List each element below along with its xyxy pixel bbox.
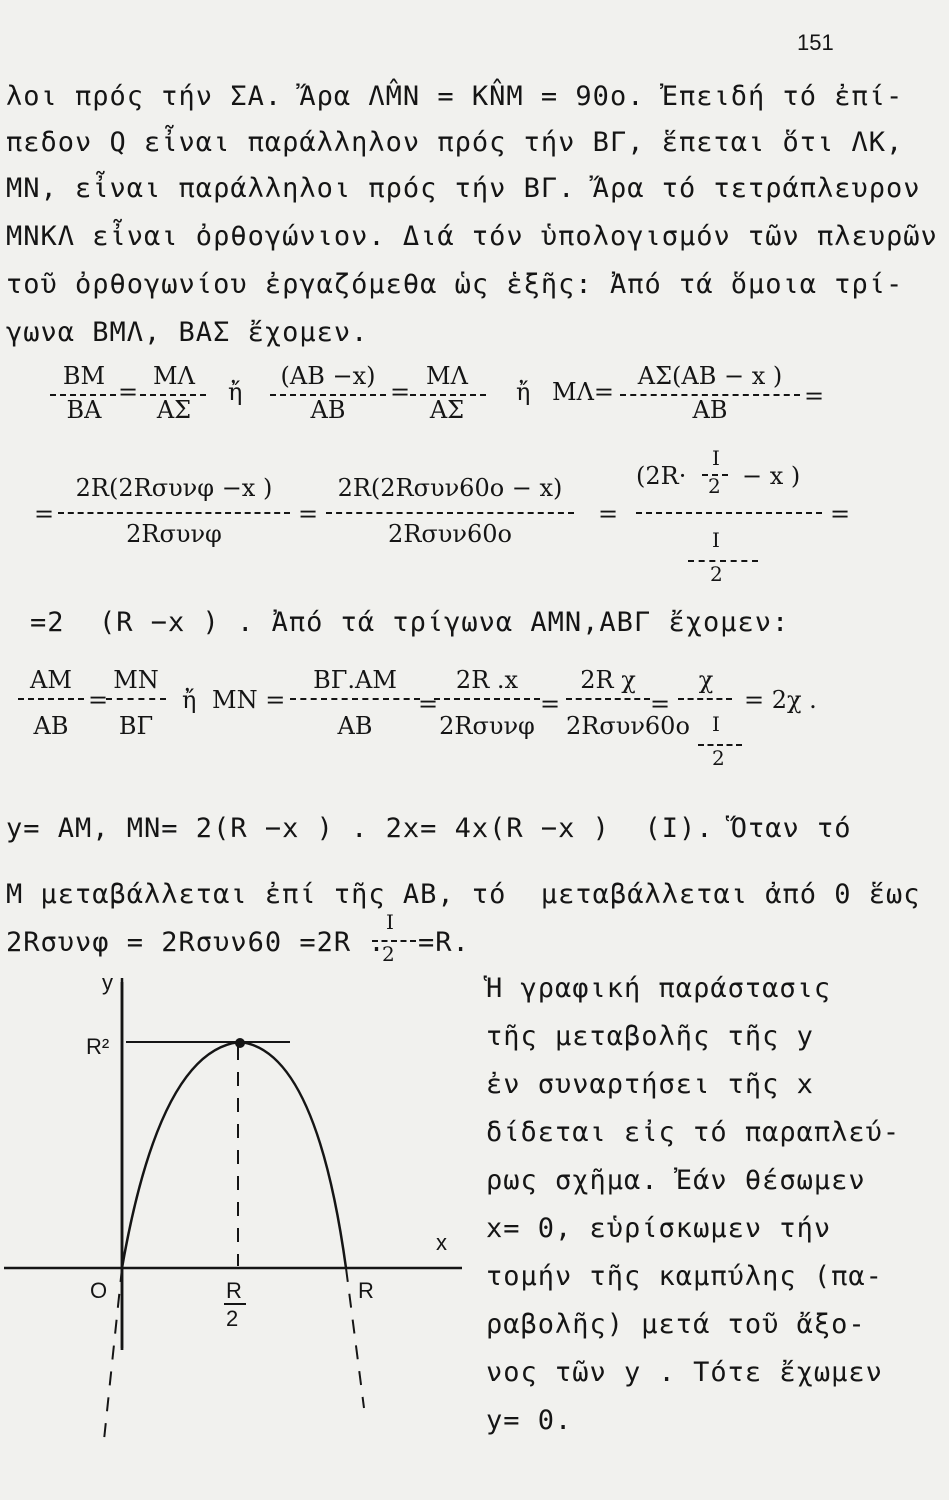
text-line: ΜΝΚΛ εἶναι ὀρθογώνιον. Διά τόν ὑπολογισμόν τῶν πλευρῶν	[6, 221, 938, 252]
page-number: 151	[797, 30, 834, 55]
equals-sign: =	[830, 500, 851, 528]
side-text-line: τῆς μεταβολῆς τῆς y	[486, 1021, 814, 1052]
equals-sign: =	[390, 378, 411, 406]
fraction-denominator: 2Rσυν60ο	[388, 520, 512, 548]
half-numerator: I	[712, 446, 720, 470]
equation-text: ΜΛ=	[552, 378, 615, 406]
y-axis-label: y	[102, 970, 113, 995]
equals-sign: =	[118, 378, 139, 406]
equals-sign: =	[298, 500, 319, 528]
equation-text: ΜΝ =	[212, 686, 286, 714]
fraction-denominator: ΑΒ	[33, 712, 69, 740]
r-squared-label: R²	[86, 1034, 110, 1059]
text-line: M μεταβάλλεται ἐπί τῆς ΑΒ, τό μεταβάλλεται ἀπό 0 ἕως	[6, 879, 921, 910]
fraction-denominator: ΑΣ	[429, 396, 465, 424]
fraction-bar	[566, 698, 650, 700]
fraction-numerator: χ	[698, 666, 714, 694]
r-label: R	[358, 1278, 374, 1303]
r-half-numerator: R	[226, 1278, 242, 1303]
text-line: τοῦ ὀρθογωνίου ἐργαζόμεθα ὡς ἑξῆς: Ἀπό τά ὅμοια τρί-	[6, 269, 904, 300]
half-numerator: I	[712, 712, 720, 736]
half-numerator: I	[386, 910, 394, 934]
fraction-numerator: (ΑΒ −x)	[280, 362, 376, 390]
fraction-bar	[636, 512, 822, 514]
vertex-point	[235, 1038, 245, 1048]
fraction-numerator: ΑΣ(ΑΒ − x )	[637, 362, 783, 390]
text-line: πεδον Q εἶναι παράλληλον πρός τήν ΒΓ, ἕπεται ὅτι ΛΚ,	[6, 127, 904, 158]
text-line: ΜΝ, εἶναι παράλληλοι πρός τήν ΒΓ. Ἄρα τό τετράπλευρον	[6, 173, 921, 204]
side-text-line: νος τῶν y . Τότε ἔχωμεν	[486, 1357, 883, 1388]
fraction-denominator: 2Rσυνφ	[126, 520, 222, 548]
or-word: ἤ	[228, 378, 243, 406]
fraction-numerator-part: (2R·	[636, 462, 687, 490]
or-word: ἤ	[516, 378, 531, 406]
fraction-bar	[678, 698, 732, 700]
fraction-denominator: 2Rσυνφ	[439, 712, 535, 740]
fraction-numerator: ΜΝ	[113, 666, 159, 694]
side-text-line: ἐν συναρτήσει τῆς x	[486, 1069, 814, 1100]
fraction-denominator: ΑΒ	[310, 396, 346, 424]
fraction-numerator: 2R(2Rσυνφ −x )	[75, 474, 273, 502]
origin-label: O	[90, 1278, 108, 1303]
fraction-numerator: 2R χ	[580, 666, 636, 694]
fraction-numerator: 2R(2Rσυν60ο − x)	[337, 474, 563, 502]
equals-sign: =	[418, 690, 439, 718]
side-text-line: ραβολῆς) μετά τοῦ ἄξο-	[486, 1309, 866, 1340]
equals-sign: =	[650, 690, 671, 718]
side-text-line: δίδεται εἰς τό παραπλεύ-	[486, 1117, 901, 1148]
side-text-line: Ἡ γραφική παράστασις	[486, 973, 832, 1004]
equation-result: = 2χ .	[744, 686, 817, 714]
half-denominator: 2	[710, 562, 723, 586]
half-denominator: 2	[712, 746, 725, 770]
text-line: 2Rσυνφ = 2Rσυν60 =2R .	[6, 927, 386, 958]
fraction-denominator: 2Rσυν60ο	[566, 712, 690, 740]
fraction-numerator: ΒΜ	[62, 362, 106, 390]
text-line: =R.	[418, 927, 470, 958]
fraction-numerator: 2R .x	[455, 666, 519, 694]
fraction-numerator: ΒΓ.ΑΜ	[313, 666, 397, 694]
equals-sign: =	[540, 690, 561, 718]
text-line: y= AM, MN= 2(R −x ) . 2x= 4x(R −x ) (I). Ὅταν τό	[6, 813, 852, 844]
x-axis-label: x	[436, 1230, 447, 1255]
side-text-line: y= 0.	[486, 1405, 573, 1436]
fraction-denominator: ΒΓ	[118, 712, 154, 740]
fraction-numerator: ΜΛ	[153, 362, 195, 390]
half-denominator: 2	[382, 942, 395, 966]
fraction-numerator: ΜΛ	[426, 362, 468, 390]
text-line: =2 (R −x ) . Ἀπό τά τρίγωνα ΑΜΝ,ΑΒΓ ἔχομεν:	[30, 607, 790, 638]
text-line: γωνα ΒΜΛ, ΒΑΣ ἔχομεν.	[6, 317, 369, 348]
fraction-numerator-part: − x )	[742, 462, 801, 490]
fraction-denominator: ΑΒ	[337, 712, 373, 740]
r-half-denominator: 2	[226, 1306, 239, 1331]
half-denominator: 2	[708, 474, 721, 498]
side-text-line: x= 0, εὑρίσκωμεν τήν	[486, 1213, 832, 1244]
equals-sign: =	[598, 500, 619, 528]
fraction-denominator: ΑΣ	[156, 396, 192, 424]
fraction-numerator: ΑΜ	[30, 666, 72, 694]
text-line: λοι πρός τήν ΣΑ. Ἄρα ΛM̂N = KN̂M = 90ο. Ἐπειδή τό ἐπί-	[6, 81, 904, 112]
side-text-line: ρως σχῆμα. Ἐάν θέσωμεν	[486, 1165, 866, 1196]
or-word: ἤ	[182, 686, 197, 714]
side-text-line: τομήν τῆς καμπύλης (πα-	[486, 1261, 883, 1292]
fraction-denominator: ΑΒ	[692, 396, 728, 424]
parabola-curve	[122, 1042, 346, 1268]
equals-sign: =	[804, 382, 825, 410]
equals-sign: =	[34, 500, 55, 528]
equals-sign: =	[88, 686, 109, 714]
fraction-bar	[688, 560, 758, 562]
half-numerator: I	[712, 528, 720, 552]
fraction-denominator: ΒΑ	[66, 396, 102, 424]
